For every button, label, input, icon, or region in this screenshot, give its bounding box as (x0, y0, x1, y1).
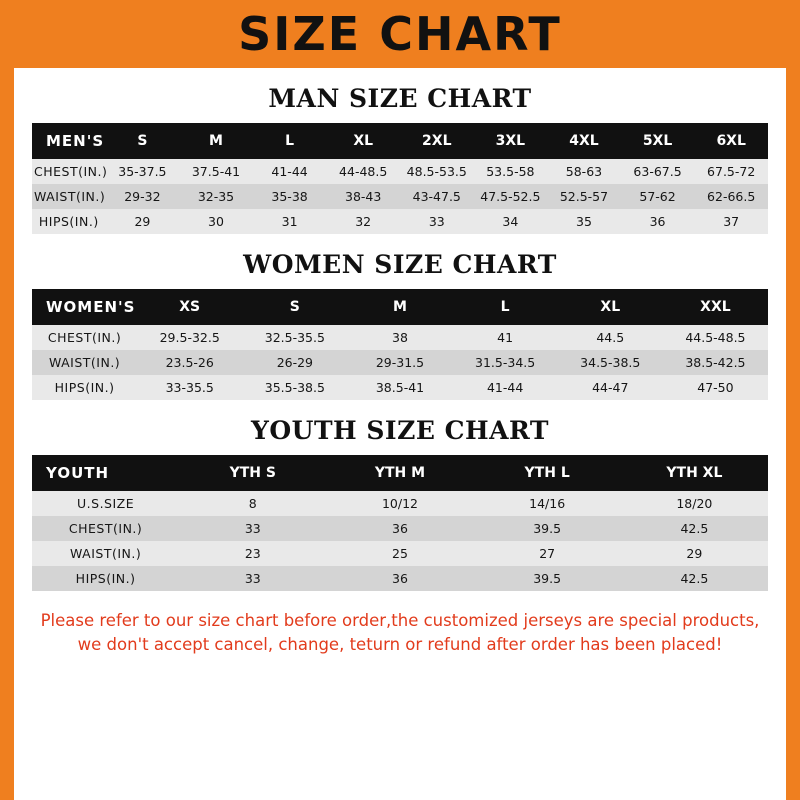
table-row (32, 375, 768, 400)
women-col-header: L (453, 289, 558, 325)
section-title-youth: YOUTH SIZE CHART (251, 416, 549, 445)
men-cell: 53.5-58 (486, 164, 535, 179)
women-cell: 29-31.5 (375, 355, 425, 370)
table-row (32, 516, 768, 541)
youth-cell: 23 (244, 546, 261, 561)
men-table-body (32, 159, 768, 234)
women-corner-label: WOMEN'S (32, 289, 137, 325)
women-cell: 23.5-26 (165, 355, 214, 370)
youth-cell: 42.5 (680, 571, 709, 586)
youth-col-header: YTH M (326, 455, 473, 491)
youth-cell: 33 (244, 571, 261, 586)
men-col-header: 3XL (474, 123, 548, 159)
men-cell: 35 (576, 214, 592, 229)
men-table-head (32, 123, 768, 159)
men-cell: 29 (134, 214, 151, 229)
youth-cell: 18/20 (676, 496, 713, 511)
women-cell: 47-50 (697, 380, 734, 395)
men-cell: 62-66.5 (707, 189, 756, 204)
women-cell: 44.5-48.5 (685, 330, 746, 345)
women-cell: 38.5-42.5 (685, 355, 746, 370)
table-row (32, 325, 768, 350)
section-title-man: MAN SIZE CHART (268, 84, 532, 113)
youth-row-label: U.S.SIZE (77, 496, 135, 511)
women-cell: 38 (392, 330, 408, 345)
men-cell: 30 (208, 214, 224, 229)
table-row (32, 566, 768, 591)
women-cell: 38.5-41 (375, 380, 425, 395)
women-cell: 31.5-34.5 (475, 355, 536, 370)
table-row (32, 350, 768, 375)
page-title: SIZE CHART (238, 7, 562, 61)
youth-row-label: CHEST(IN.) (68, 521, 143, 536)
men-cell: 52.5-57 (559, 189, 609, 204)
men-cell: 67.5-72 (707, 164, 756, 179)
youth-cell: 10/12 (381, 496, 418, 511)
men-cell: 34 (502, 214, 519, 229)
youth-col-header: YTH S (179, 455, 326, 491)
women-header-row (32, 289, 768, 325)
men-col-header: M (179, 123, 253, 159)
women-cell: 41-44 (486, 380, 524, 395)
men-col-header: 4XL (547, 123, 621, 159)
youth-col-header: YTH XL (621, 455, 768, 491)
men-corner-label: MEN'S (32, 123, 106, 159)
footer-note-line-2: we don't accept cancel, change, teturn or refund after order has been placed! (77, 634, 723, 654)
men-col-header: XL (326, 123, 400, 159)
youth-cell: 42.5 (680, 521, 709, 536)
men-cell: 48.5-53.5 (406, 164, 467, 179)
youth-table-head (32, 455, 768, 491)
men-row-label: WAIST(IN.) (34, 189, 106, 204)
men-cell: 35-38 (271, 189, 308, 204)
youth-cell: 33 (244, 521, 261, 536)
women-size-table (32, 289, 768, 400)
men-cell: 38-43 (345, 189, 382, 204)
youth-table-body (32, 491, 768, 591)
youth-row-label: WAIST(IN.) (69, 546, 142, 561)
youth-size-table (32, 455, 768, 591)
women-row-label: CHEST(IN.) (47, 330, 122, 345)
table-row (32, 541, 768, 566)
youth-header-row (32, 455, 768, 491)
men-col-header: S (106, 123, 180, 159)
men-col-header: 2XL (400, 123, 474, 159)
women-row-label: HIPS(IN.) (54, 380, 115, 395)
youth-cell: 25 (392, 546, 408, 561)
women-col-header: XS (137, 289, 242, 325)
youth-row-label: HIPS(IN.) (75, 571, 136, 586)
women-cell: 33-35.5 (165, 380, 214, 395)
men-cell: 58-63 (565, 164, 603, 179)
chart-content (14, 84, 786, 657)
youth-cell: 27 (539, 546, 556, 561)
women-cell: 34.5-38.5 (580, 355, 641, 370)
men-cell: 31 (281, 214, 298, 229)
women-cell: 35.5-38.5 (264, 380, 325, 395)
table-row (32, 209, 768, 234)
men-cell: 36 (649, 214, 666, 229)
section-title-women: WOMEN SIZE CHART (243, 250, 557, 279)
men-col-header: 6XL (694, 123, 768, 159)
footer-note (32, 609, 768, 657)
header-band (0, 0, 800, 68)
youth-cell: 14/16 (529, 496, 566, 511)
women-cell: 29.5-32.5 (159, 330, 220, 345)
men-cell: 33 (428, 214, 445, 229)
women-col-header: M (347, 289, 452, 325)
men-size-table (32, 123, 768, 234)
youth-cell: 29 (686, 546, 703, 561)
table-row (32, 491, 768, 516)
women-cell: 41 (497, 330, 514, 345)
men-cell: 63-67.5 (633, 164, 682, 179)
men-cell: 41-44 (271, 164, 308, 179)
table-row (32, 184, 768, 209)
youth-cell: 39.5 (533, 571, 562, 586)
women-col-header: XL (558, 289, 663, 325)
youth-cell: 36 (392, 521, 408, 536)
footer-note-line-1: Please refer to our size chart before order,the customized jerseys are special products, (40, 611, 760, 630)
youth-cell: 36 (392, 571, 408, 586)
men-cell: 29-32 (124, 189, 161, 204)
men-cell: 32-35 (197, 189, 235, 204)
youth-corner-label: YOUTH (32, 455, 179, 491)
women-table-head (32, 289, 768, 325)
women-cell: 26-29 (276, 355, 314, 370)
men-cell: 44-48.5 (339, 164, 388, 179)
women-table-body (32, 325, 768, 400)
women-cell: 44.5 (596, 330, 625, 345)
women-row-label: WAIST(IN.) (48, 355, 121, 370)
table-row (32, 159, 768, 184)
youth-col-header: YTH L (474, 455, 621, 491)
women-cell: 44-47 (592, 380, 629, 395)
men-cell: 35-37.5 (118, 164, 167, 179)
men-header-row (32, 123, 768, 159)
youth-cell: 39.5 (533, 521, 562, 536)
men-cell: 37 (723, 214, 740, 229)
men-cell: 43-47.5 (412, 189, 461, 204)
men-cell: 57-62 (639, 189, 676, 204)
women-col-header: XXL (663, 289, 768, 325)
men-row-label: CHEST(IN.) (34, 164, 108, 179)
men-row-label: HIPS(IN.) (38, 214, 99, 229)
men-col-header: L (253, 123, 327, 159)
women-col-header: S (242, 289, 347, 325)
men-cell: 32 (355, 214, 372, 229)
women-cell: 32.5-35.5 (264, 330, 325, 345)
men-cell: 47.5-52.5 (480, 189, 541, 204)
youth-cell: 8 (248, 496, 257, 511)
men-col-header: 5XL (621, 123, 695, 159)
men-cell: 37.5-41 (191, 164, 241, 179)
